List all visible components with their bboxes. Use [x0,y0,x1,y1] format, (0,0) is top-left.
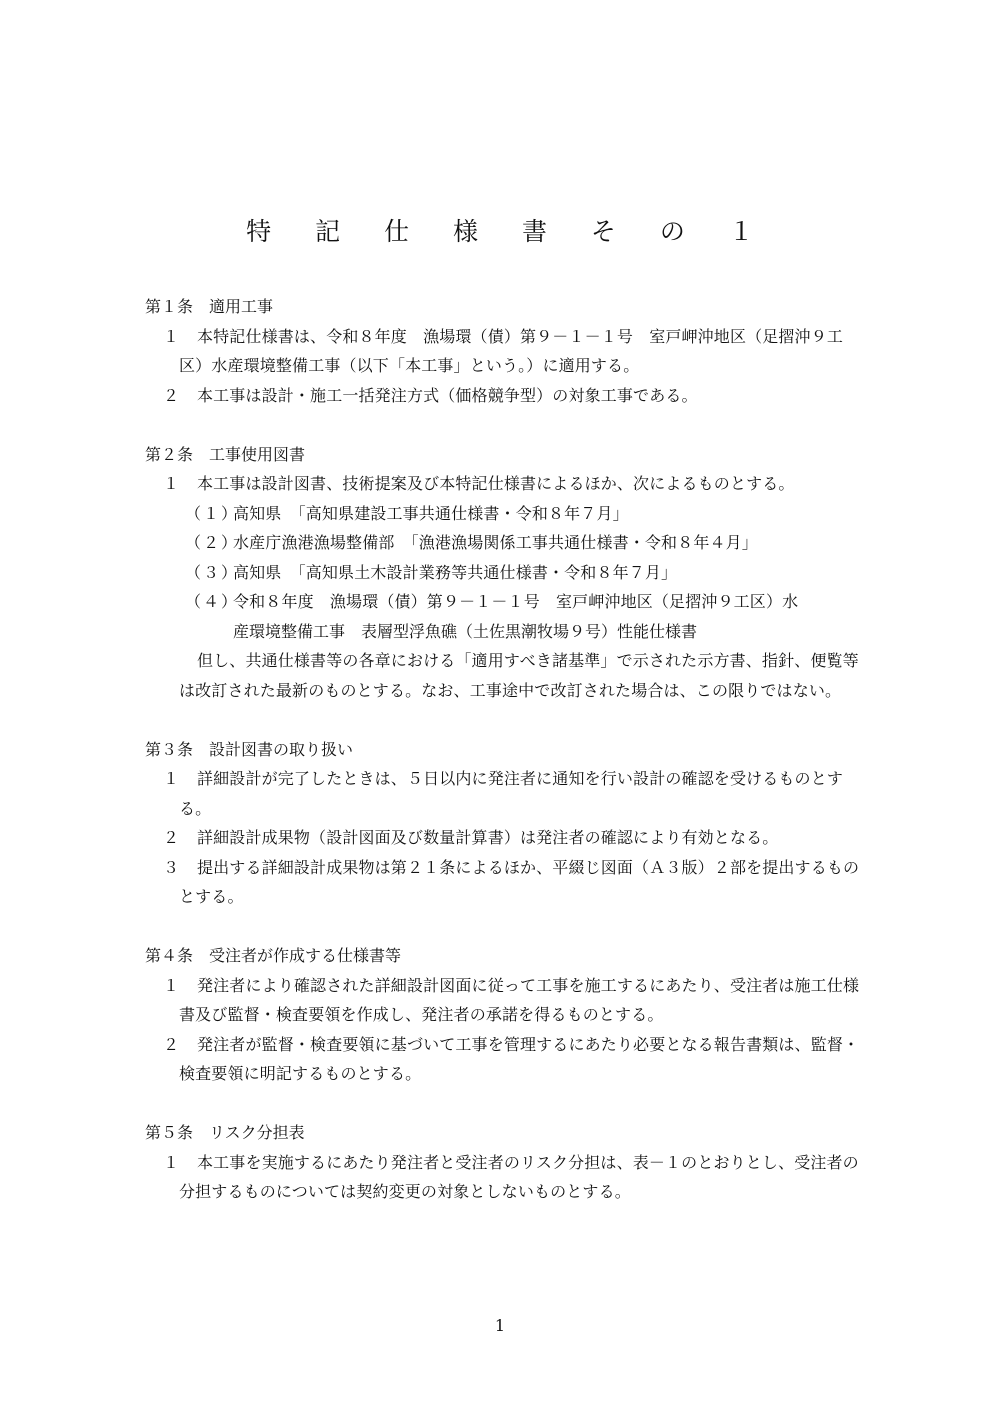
page-number: 1 [494,1316,506,1335]
sub-item-text: 高知県 「高知県土木設計業務等共通仕様書・令和８年７月」 [233,562,678,582]
paragraph-text: 提出する詳細設計成果物は第２１条によるほか、平綴じ図面（Ａ３版）２部を提出するものとする。 [179,857,860,906]
article-note: 但し、共通仕様書等の各章における「適用すべき諸基準」で示された示方書、指針、便覧等は改訂された最新のものとする。なお、工事途中で改訂された場合は、この限りではない。 [179,651,859,700]
paragraph-number: １ [163,326,180,346]
paragraph-number: ２ [163,828,180,847]
paragraph-number: ３ [163,857,180,877]
paragraph-number: ２ [163,385,180,405]
paragraph-text: 本特記仕様書は、令和８年度 漁場環（債）第９－１－１号 室戸岬沖地区（足摺沖９工区）水産環境整備工事（以下「本工事」という。）に適用する。 [179,326,844,375]
sub-item-number: （３） [185,562,240,582]
paragraph-text: 発注者が監督・検査要領に基づいて工事を管理するにあたり必要となる報告書類は、監督・検査要領に明記するものとする。 [179,1034,860,1083]
paragraph-text: 本工事は設計・施工一括発注方式（価格競争型）の対象工事である。 [197,385,698,405]
article-heading: 第２条 工事使用図書 [145,444,306,464]
sub-item-continuation: 産環境整備工事 表層型浮魚礁（土佐黒潮牧場９号）性能仕様書 [233,621,698,641]
paragraph [145,1030,865,1089]
sub-item-text: 令和８年度 漁場環（債）第９－１－１号 室戸岬沖地区（足摺沖９工区）水 [233,592,799,611]
article-1 [145,292,865,410]
paragraph [145,381,865,411]
sub-item-number: （２） [185,533,240,552]
article-heading: 第５条 リスク分担表 [145,1123,305,1142]
paragraph-text: 本工事は設計図書、技術提案及び本特記仕様書によるほか、次によるものとする。 [197,474,795,493]
paragraph-text: 本工事を実施するにあたり発注者と受注者のリスク分担は、表－１のとおりとし、受注者の分担するものについては契約変更の対象としないものとする。 [179,1152,859,1201]
article-2 [145,440,865,706]
sub-item [145,499,865,529]
sub-item-text: 高知県 「高知県建設工事共通仕様書・令和８年７月」 [233,503,629,523]
sub-item [145,528,865,558]
sub-item-number: （４） [185,592,240,611]
paragraph [145,971,865,1030]
sub-item-text: 水産庁漁港漁場整備部 「漁港漁場関係工事共通仕様書・令和８年４月」 [233,533,758,552]
paragraph-text: 詳細設計成果物（設計図面及び数量計算書）は発注者の確認により有効となる。 [197,828,779,847]
article-heading: 第１条 適用工事 [145,297,274,316]
paragraph [145,764,865,823]
paragraph [145,322,865,381]
paragraph [145,1148,865,1207]
paragraph-number: １ [163,474,180,493]
sub-item [145,558,865,588]
document-title: 特 記 仕 様 書 そ の １ [246,217,772,246]
paragraph-number: ２ [163,1034,180,1054]
document-body [145,292,865,1236]
paragraph [145,853,865,912]
paragraph-number: １ [163,1152,180,1172]
sub-item-number: （１） [185,503,240,523]
article-heading: 第４条 受注者が作成する仕様書等 [145,946,402,965]
article-5 [145,1118,865,1207]
paragraph [145,823,865,853]
paragraph [145,469,865,499]
paragraph-number: １ [163,975,180,995]
paragraph-text: 発注者により確認された詳細設計図面に従って工事を施工するにあたり、受注者は施工仕様書及び監督・検査要領を作成し、発注者の承諾を得るものとする。 [179,975,860,1024]
paragraph-text: 詳細設計が完了したときは、５日以内に発注者に通知を行い設計の確認を受けるものとする。 [179,769,844,818]
paragraph-number: １ [163,769,180,788]
article-3 [145,735,865,912]
article-4 [145,941,865,1089]
article-heading: 第３条 設計図書の取り扱い [145,739,354,759]
sub-item [145,587,865,617]
